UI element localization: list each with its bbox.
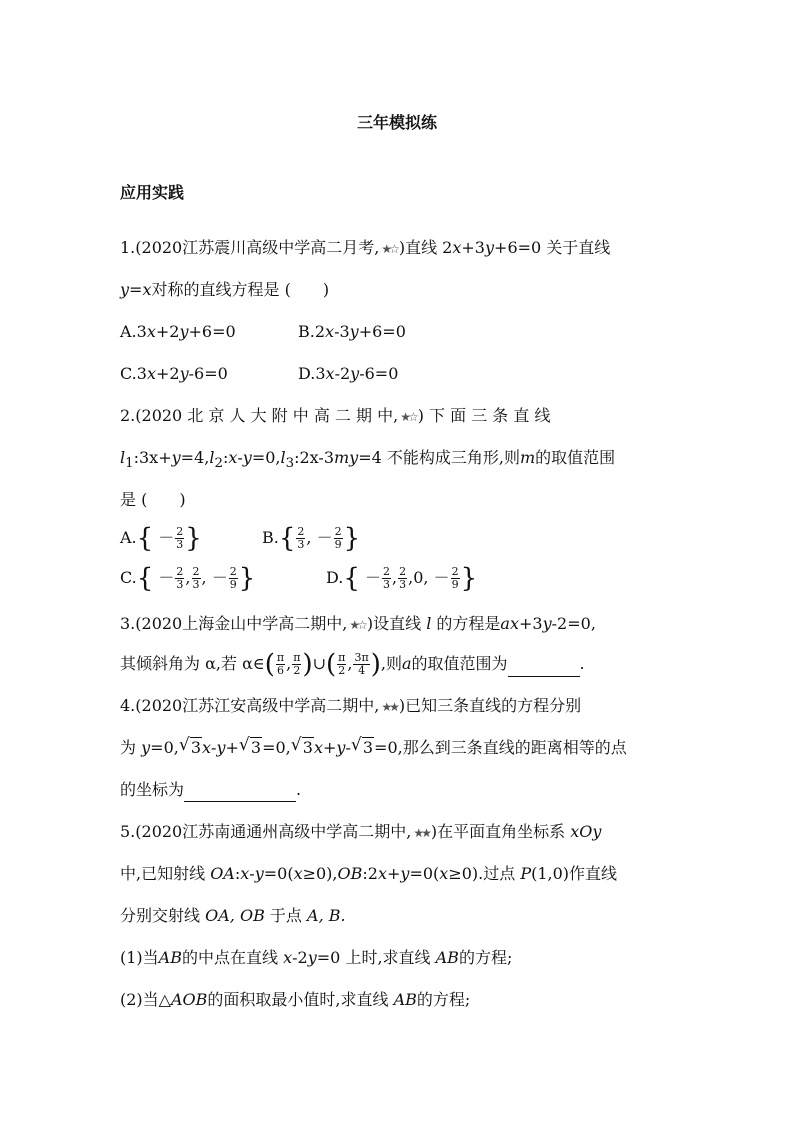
q1-text: =	[129, 280, 143, 299]
q2-option-a[interactable]	[120, 523, 202, 554]
var-l: l	[426, 614, 432, 633]
answer-blank[interactable]	[184, 783, 296, 802]
option-text: +6=0	[358, 322, 406, 341]
var-y: y	[484, 238, 495, 257]
numerator: 2	[229, 565, 237, 578]
q2-text: :	[222, 448, 229, 467]
left-brace: {	[136, 523, 154, 554]
q4-text: )已知三条直线的方程分别	[398, 696, 582, 715]
q4-text: .	[296, 780, 302, 799]
q2-option-b[interactable]	[262, 523, 361, 554]
q1-text: +6=0 关于直线	[494, 238, 611, 257]
q2-option-c[interactable]	[120, 563, 256, 594]
denominator: 2	[293, 664, 301, 677]
var-oa: OA	[210, 864, 235, 883]
q3-text: .	[579, 654, 585, 673]
q3-text: +3	[519, 614, 543, 633]
q5-line1	[120, 820, 601, 845]
option-label: D.	[326, 568, 344, 587]
var-a: a	[401, 654, 412, 673]
fraction	[192, 566, 201, 591]
var-y: y	[242, 448, 252, 467]
q2-text: :2x-3	[294, 448, 334, 467]
var-aob: AOB	[170, 990, 208, 1009]
q2-line3: 是 ( )	[120, 490, 186, 509]
q4-text: +	[225, 738, 239, 757]
q3-line2	[120, 649, 585, 680]
option-text: C.3	[120, 364, 147, 383]
q4-text: 的坐标为	[120, 780, 185, 799]
denominator: 3	[176, 578, 184, 591]
var-ab: AB	[158, 948, 182, 967]
minus-sign: －	[316, 528, 333, 547]
option-label: A.	[120, 528, 137, 547]
q1-line1	[120, 236, 610, 261]
sqrt-symbol	[181, 736, 202, 760]
q5-text: 中,已知射线	[120, 864, 206, 883]
q4-line1	[120, 694, 581, 719]
q5-text: ≥0).过点	[448, 864, 516, 883]
var-y: y	[171, 448, 181, 467]
q5-text: 分别交射线	[120, 906, 201, 925]
option-text: -2	[334, 364, 351, 383]
q4-source: 4.(2020江苏江安高级中学高二期中,	[120, 696, 380, 715]
denominator: 3	[192, 578, 200, 591]
denominator: 3	[176, 538, 184, 551]
right-brace: }	[460, 563, 478, 594]
var-ab: AB	[435, 948, 459, 967]
q5-subquestion-2	[120, 988, 470, 1012]
var-y: y	[542, 614, 552, 633]
q2-option-d[interactable]	[326, 563, 478, 594]
var-oa-ob: OA, OB	[205, 906, 265, 925]
var-y: y	[179, 322, 189, 341]
var-x: x	[142, 280, 152, 299]
var-x: x	[293, 864, 303, 883]
var-y: y	[336, 738, 346, 757]
q5-subquestion-1	[120, 946, 512, 970]
q4-text: -	[345, 738, 351, 757]
sqrt-symbol	[353, 736, 374, 760]
minus-sign: －	[433, 568, 450, 587]
q5-text: 于点	[269, 906, 302, 925]
q5-text: (2)当△	[120, 990, 171, 1009]
var-l: l	[280, 448, 286, 467]
denominator: 9	[229, 578, 237, 591]
q2-text: =4,	[180, 448, 210, 467]
var-y: y	[141, 738, 151, 757]
q4-text: +	[322, 738, 337, 757]
var-ob: OB	[337, 864, 363, 883]
var-x: x	[325, 322, 335, 341]
q4-line3	[120, 778, 301, 802]
var-y: y	[254, 864, 264, 883]
q5-text: (1)当	[120, 948, 159, 967]
q1-text: )直线 2	[398, 238, 453, 257]
q3-text: )设直线	[366, 614, 422, 633]
fraction	[382, 566, 391, 591]
q5-text: =0 上时,求直线	[316, 948, 431, 967]
right-brace: }	[238, 563, 256, 594]
var-a: a	[500, 614, 510, 633]
comma: ,	[201, 568, 207, 587]
option-text: +6=0	[188, 322, 236, 341]
numerator: 2	[176, 525, 184, 538]
q3-text: ,则	[380, 654, 402, 673]
q3-line1	[120, 612, 596, 637]
denominator: 4	[358, 664, 366, 677]
q5-line2	[120, 862, 617, 886]
q5-text: :2	[362, 864, 378, 883]
numerator: 2	[399, 565, 407, 578]
q2-text: -	[237, 448, 243, 467]
option-text: -6=0	[188, 364, 228, 383]
zero-value: 0,	[413, 568, 429, 587]
q5-text: =0(	[409, 864, 440, 883]
q3-text: -2=0,	[551, 614, 596, 633]
sqrt-symbol	[241, 736, 262, 760]
left-brace: {	[343, 563, 360, 594]
numerator: 2	[176, 565, 184, 578]
var-y: y	[120, 280, 130, 299]
q5-text: ≥0),	[302, 864, 338, 883]
left-brace: {	[136, 563, 154, 594]
fraction	[353, 652, 369, 677]
radicand: 3	[362, 738, 374, 757]
q2-text: =0,	[251, 448, 281, 467]
fraction	[229, 566, 238, 591]
radicand: 3	[190, 738, 202, 757]
left-brace: {	[278, 523, 296, 554]
var-ab: AB	[393, 990, 417, 1009]
option-text: -3	[334, 322, 350, 341]
left-paren: (	[264, 649, 275, 680]
q4-line2	[120, 736, 627, 760]
var-x: x	[240, 864, 250, 883]
option-text: -6=0	[359, 364, 399, 383]
var-x: x	[146, 322, 156, 341]
option-label: C.	[120, 568, 137, 587]
q2-text: =4 不能构成三角形,则	[358, 448, 520, 467]
fraction	[292, 652, 301, 677]
union-symbol: ∪	[312, 654, 326, 673]
numerator: π	[293, 651, 301, 664]
q1-text: +3	[461, 238, 485, 257]
var-points-ab: A, B.	[307, 906, 346, 925]
var-m: m	[519, 448, 536, 467]
denominator: 9	[451, 578, 459, 591]
numerator: 2	[297, 525, 305, 538]
option-label: B.	[262, 528, 279, 547]
numerator: 2	[383, 565, 390, 578]
numerator: 3π	[354, 651, 369, 664]
option-text: +2	[155, 364, 180, 383]
denominator: 6	[276, 664, 284, 677]
q3-text: 的取值范围为	[411, 654, 508, 673]
q4-text: 为	[120, 738, 137, 757]
q5-text: +	[387, 864, 401, 883]
q2-line2	[120, 446, 615, 476]
difficulty-stars-icon: ★★	[413, 825, 429, 840]
numerator: 2	[451, 565, 459, 578]
subscript: 3	[285, 456, 295, 472]
q1-source: 1.(2020江苏震川高级中学高二月考,	[120, 238, 380, 257]
minus-sign: －	[364, 568, 381, 587]
numerator: π	[276, 651, 285, 664]
q3-text: 的方程是	[436, 614, 501, 633]
q2-text: :3x+	[133, 448, 172, 467]
page-title: 三年模拟练	[356, 113, 437, 132]
difficulty-stars-icon: ★☆	[400, 409, 416, 424]
section-heading: 应用实践	[120, 183, 185, 202]
fraction	[334, 526, 343, 551]
var-y: y	[400, 864, 410, 883]
numerator: π	[338, 651, 346, 664]
q2-text: ) 下 面 三 条 直 线	[417, 406, 551, 425]
comma: ,	[347, 654, 353, 673]
q2-text: 的取值范围	[535, 448, 616, 467]
sqrt-symbol	[293, 736, 314, 760]
var-m: m	[334, 448, 350, 467]
denominator: 3	[399, 578, 407, 591]
option-text: D.3	[298, 364, 326, 383]
q5-text: -	[249, 864, 255, 883]
q1-line2	[120, 278, 329, 302]
fraction	[175, 566, 184, 591]
var-x: x	[146, 364, 156, 383]
var-p: P	[520, 864, 532, 883]
minus-sign: －	[158, 568, 175, 587]
right-paren: )	[370, 649, 381, 680]
q5-text: (1,0)作直线	[531, 864, 618, 883]
denominator: 2	[338, 664, 346, 677]
var-x: x	[202, 738, 212, 757]
denominator: 9	[334, 538, 342, 551]
left-paren: (	[326, 649, 337, 680]
fraction	[175, 526, 184, 551]
denominator: 3	[297, 538, 305, 551]
difficulty-stars-icon: ★☆	[381, 241, 397, 256]
q3-text: 其倾斜角为 α,若 α∈	[120, 654, 265, 673]
denominator: 3	[383, 578, 390, 591]
q5-text: 的方程;	[416, 990, 471, 1009]
q5-line3	[120, 904, 346, 928]
q1-option-b[interactable]	[298, 320, 406, 344]
difficulty-stars-icon: ★★	[381, 699, 397, 714]
q4-text: =0,	[150, 738, 179, 757]
minus-sign: －	[211, 568, 228, 587]
q3-source: 3.(2020上海金山中学高二期中,	[120, 614, 348, 633]
comma: ,	[306, 528, 312, 547]
right-brace: }	[185, 523, 202, 554]
q4-text: -	[211, 738, 217, 757]
comma: ,	[408, 568, 414, 587]
var-y: y	[349, 448, 359, 467]
subscript: 2	[214, 456, 223, 472]
numerator: 2	[334, 525, 342, 538]
var-y: y	[216, 738, 226, 757]
var-y: y	[349, 322, 359, 341]
q5-text: -2	[292, 948, 308, 967]
var-x: x	[452, 238, 462, 257]
radicand: 3	[302, 738, 313, 757]
q5-text: 的面积取最小值时,求直线	[207, 990, 389, 1009]
var-x: x	[509, 614, 519, 633]
option-text: B.2	[298, 322, 326, 341]
fraction	[296, 526, 305, 551]
radicand: 3	[250, 738, 262, 757]
difficulty-stars-icon: ★☆	[349, 617, 365, 632]
var-x: x	[325, 364, 335, 383]
q5-text: 的中点在直线	[181, 948, 278, 967]
var-x: x	[377, 864, 387, 883]
q2-line1	[120, 404, 550, 429]
q2-source: 2.(2020 北 京 人 大 附 中 高 二 期 中,	[120, 406, 399, 425]
right-brace: }	[343, 523, 361, 554]
q4-text: =0,	[262, 738, 291, 757]
q1-option-a[interactable]	[120, 320, 236, 344]
var-x: x	[313, 738, 323, 757]
var-y: y	[179, 364, 189, 383]
right-paren: )	[302, 649, 313, 680]
q5-source: 5.(2020江苏南通通州高级中学高二期中,	[120, 822, 412, 841]
var-y: y	[350, 364, 360, 383]
comma: ,	[392, 568, 398, 587]
var-y: y	[307, 948, 317, 967]
var-xoy: xOy	[570, 822, 602, 841]
var-x: x	[228, 448, 238, 467]
q5-text: 的方程;	[458, 948, 513, 967]
fraction	[398, 566, 407, 591]
q5-text: )在平面直角坐标系	[430, 822, 566, 841]
q1-option-c[interactable]	[120, 362, 228, 386]
option-text: A.3	[120, 322, 147, 341]
comma: ,	[286, 654, 292, 673]
fraction	[276, 652, 285, 677]
q4-text: =0,那么到三条直线的距离相等的点	[374, 738, 627, 757]
fraction	[337, 652, 346, 677]
option-text: +2	[155, 322, 180, 341]
var-l: l	[209, 448, 215, 467]
q5-text: :	[234, 864, 241, 883]
q5-text: =0(	[263, 864, 294, 883]
comma: ,	[185, 568, 191, 587]
fraction	[451, 566, 460, 591]
var-l: l	[120, 448, 126, 467]
q1-option-d[interactable]	[298, 362, 398, 386]
q1-text: 对称的直线方程是 ( )	[151, 280, 330, 299]
numerator: 2	[192, 565, 200, 578]
minus-sign: －	[158, 528, 175, 547]
var-x: x	[283, 948, 293, 967]
subscript: 1	[125, 456, 134, 472]
answer-blank[interactable]	[508, 658, 580, 677]
var-x: x	[439, 864, 449, 883]
